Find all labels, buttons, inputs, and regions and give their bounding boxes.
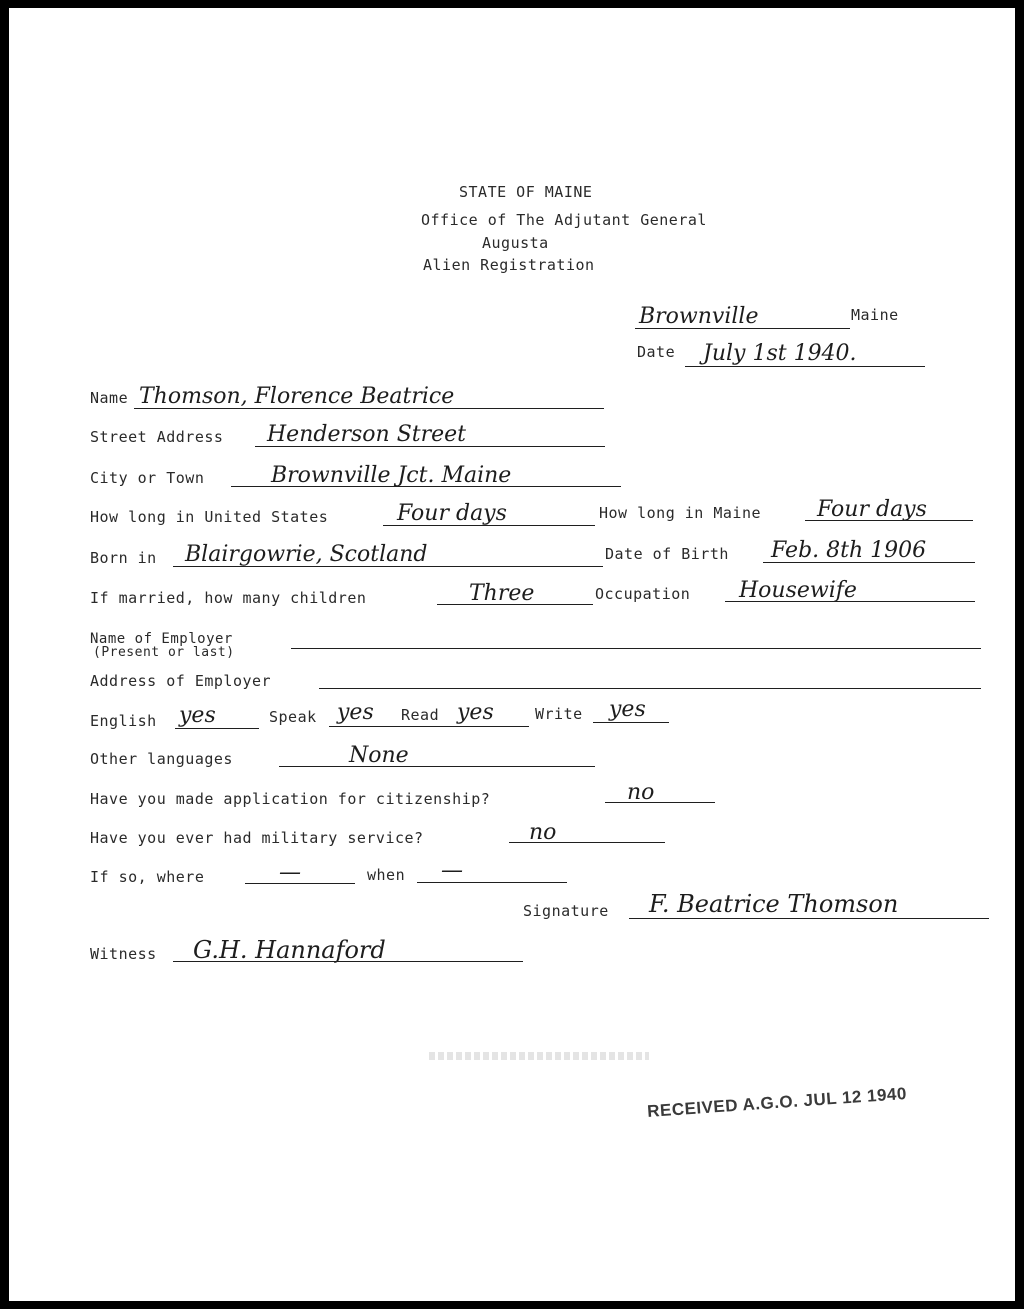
when-label: when xyxy=(367,866,406,884)
citizenship-value: no xyxy=(627,780,655,805)
english-value: yes xyxy=(179,703,216,728)
signature-value: F. Beatrice Thomson xyxy=(649,890,899,918)
received-stamp: RECEIVED A.G.O. JUL 12 1940 xyxy=(646,1083,908,1122)
town-value: Brownville xyxy=(639,304,759,329)
city-label: City or Town xyxy=(90,469,205,487)
document-page xyxy=(9,8,1015,1301)
how-long-us-value: Four days xyxy=(397,501,507,526)
where-line xyxy=(245,883,355,884)
children-value: Three xyxy=(469,581,535,606)
state-label: Maine xyxy=(851,306,899,324)
street-label: Street Address xyxy=(90,428,224,446)
occupation-label: Occupation xyxy=(595,585,691,603)
read-label: Read xyxy=(401,706,440,724)
name-label: Name xyxy=(90,389,129,407)
how-long-us-line xyxy=(383,525,595,526)
employer-name-line xyxy=(291,648,981,649)
other-languages-label: Other languages xyxy=(90,750,233,768)
where-label: If so, where xyxy=(90,868,205,886)
employer-name-sublabel: (Present or last) xyxy=(93,645,235,660)
date-value: July 1st 1940. xyxy=(703,341,857,366)
date-of-birth-label: Date of Birth xyxy=(605,545,729,563)
where-value: — xyxy=(279,860,301,885)
citizenship-label: Have you made application for citizenship? xyxy=(90,790,491,808)
faint-mark xyxy=(429,1052,649,1060)
how-long-maine-label: How long in Maine xyxy=(599,504,762,522)
date-label: Date xyxy=(637,343,676,361)
how-long-maine-line xyxy=(805,520,973,521)
occupation-line xyxy=(725,601,975,602)
read-value: yes xyxy=(457,700,494,725)
employer-name-label: Name of Employer xyxy=(90,631,233,647)
write-label: Write xyxy=(535,705,583,723)
born-in-value: Blairgowrie, Scotland xyxy=(185,542,428,567)
military-line xyxy=(509,842,665,843)
born-in-line xyxy=(173,566,603,567)
english-line xyxy=(175,728,259,729)
speak-value: yes xyxy=(337,700,374,725)
military-value: no xyxy=(529,820,557,845)
employer-address-line xyxy=(319,688,981,689)
when-value: — xyxy=(441,858,463,883)
speak-label: Speak xyxy=(269,708,317,726)
employer-address-label: Address of Employer xyxy=(90,672,272,690)
write-line xyxy=(593,722,669,723)
other-languages-value: None xyxy=(349,743,409,768)
how-long-us-label: How long in United States xyxy=(90,508,329,526)
name-value: Thomson, Florence Beatrice xyxy=(139,384,455,409)
header-state: STATE OF MAINE xyxy=(459,183,593,201)
city-value: Brownville Jct. Maine xyxy=(271,463,512,488)
date-line xyxy=(685,366,925,367)
street-value: Henderson Street xyxy=(267,422,466,447)
town-line xyxy=(635,328,850,329)
speak-read-line xyxy=(329,726,529,727)
english-label: English xyxy=(90,712,157,730)
header-office: Office of The Adjutant General xyxy=(421,211,707,229)
date-of-birth-line xyxy=(763,562,975,563)
witness-line xyxy=(173,961,523,962)
date-of-birth-value: Feb. 8th 1906 xyxy=(771,538,927,563)
street-line xyxy=(255,446,605,447)
witness-value: G.H. Hannaford xyxy=(193,936,386,964)
other-languages-line xyxy=(279,766,595,767)
children-label: If married, how many children xyxy=(90,589,367,607)
citizenship-line xyxy=(605,802,715,803)
signature-label: Signature xyxy=(523,902,609,920)
header-title: Alien Registration xyxy=(423,256,595,274)
born-in-label: Born in xyxy=(90,549,157,567)
city-line xyxy=(231,486,621,487)
children-line xyxy=(437,604,593,605)
name-line xyxy=(134,408,604,409)
witness-label: Witness xyxy=(90,945,157,963)
header-city: Augusta xyxy=(482,234,549,252)
military-label: Have you ever had military service? xyxy=(90,829,424,847)
how-long-maine-value: Four days xyxy=(817,497,927,522)
signature-line xyxy=(629,918,989,919)
when-line xyxy=(417,882,567,883)
write-value: yes xyxy=(609,697,646,722)
occupation-value: Housewife xyxy=(739,578,857,603)
